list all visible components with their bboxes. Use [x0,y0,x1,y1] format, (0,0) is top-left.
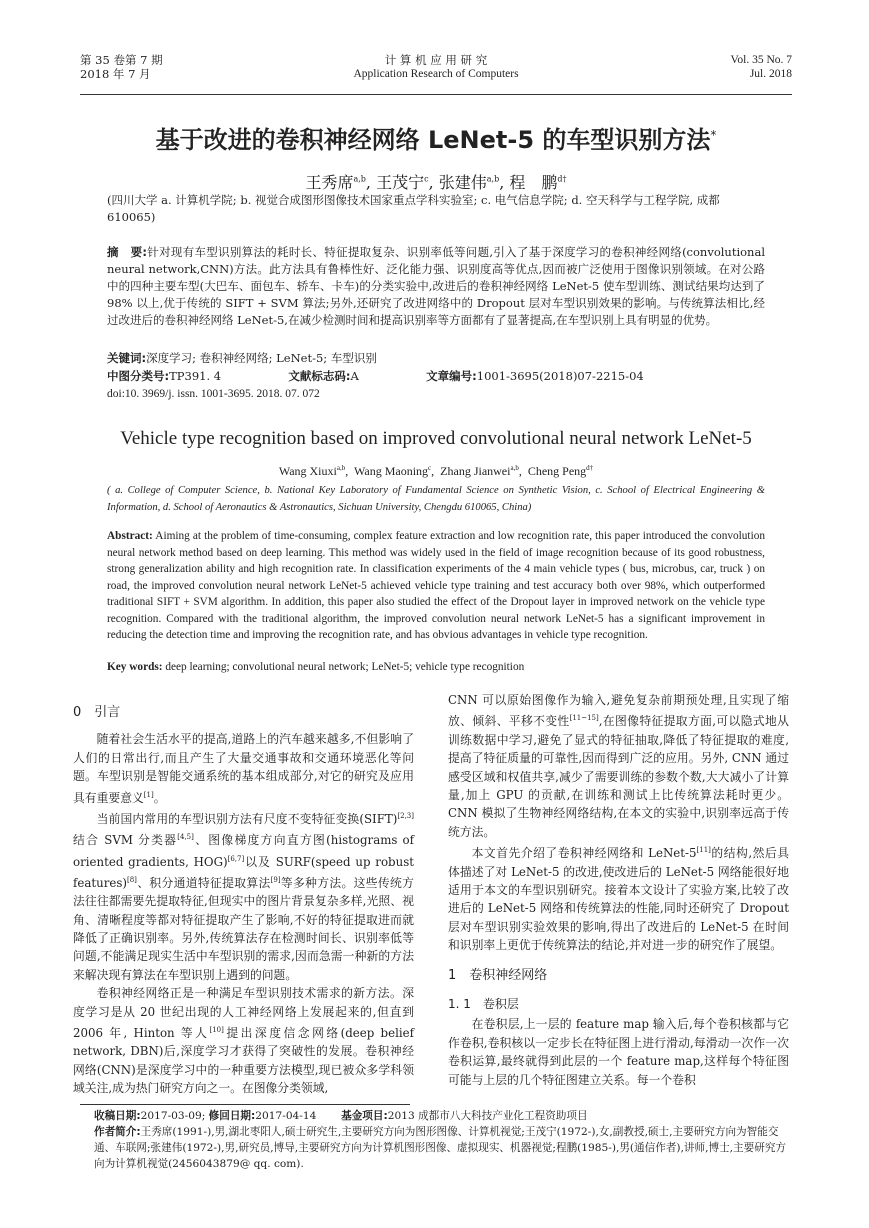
abstract-cn-label: 摘 要: [107,245,147,259]
abstract-cn [107,244,765,329]
author-cn-3: 张建伟$^{a,b}$ [438,173,500,192]
doc-code-value: A [350,369,359,383]
paper-title-cn [80,120,792,155]
received-date: 2017-03-09; [140,1110,206,1122]
revised-date: 2017-04-14 [255,1110,317,1122]
keywords-cn-text: 深度学习; 卷积神经网络; LeNet-5; 车型识别 [146,351,377,365]
affiliation-en: ( a. College of Computer Science, b. National Key Laboratory of Fundamental Science on Synthetic Vision, c. School of Electrical Engineering & Information, d. School of Aeronautics & Astronautics, Sichuan University, Chengdu 610065, China) [107,485,765,513]
citation-9: [9] [270,875,281,884]
citation-1: [1] [143,790,154,799]
citation-6-7: [6,7] [227,854,245,863]
footnote-rule [80,1104,410,1105]
citation-11-15: [11~15] [569,714,599,723]
citation-2-3: [2,3] [397,811,414,820]
paper-title-en: Vehicle type recognition based on improved convolutional neural network LeNet-5 [120,428,752,449]
footnote-bio: 作者简介:王秀席(1991-),男,湖北枣阳人,硕士研究生,主要研究方向为图形图像、计算机视觉;王茂宁(1972-),女,副教授,硕士,主要研究方向为智能交通、车联网;张建伟(1972-),男,研究员,博导,主要研究方向为计算机图形图像、虚拟现实、机器视觉;程鹏(1985-),男(通信作者),讲师,博士,主要研究方向为计算机视觉(2456043879@ qq. com). [94,1126,787,1170]
section-1-1-heading: 1. 1 卷积层 [448,996,519,1011]
author-en-1: Wang Xiuxi$^{a,b}$ [278,464,346,478]
volume-cn: 第 35 卷第 7 期 [80,53,163,67]
author-en-4: Cheng Peng$^{d\dagger}$ [527,464,594,478]
footnote-dates: 收稿日期:2017-03-09; 修回日期:2017-04-14 基金项目:2013 成都市八大科技产业化工程资助项目 [94,1110,588,1122]
intro-paragraph-2: 当前国内常用的车型识别方法有尺度不变特征变换(SIFT)[2,3]结合 SVM 分类器[4,5]、图像梯度方向直方图(histograms of oriented gradients, HOG)[6,7]以及 SURF(speed up robust features)[8]、积分通道特征提取算法[9]等多种方法。这些传统方法往往都需要先提取特征,但现实中的图片背景复杂多样,光照、视角、清晰程度等都对特征提取产生了影响,不好的特征提取进而就降低了正确识别率。另外,传统算法存在检测时间长、识别率低等问题,不能满足现实生活中车型识别的需求,因而急需一种新的方法来解决现有算法在车型识别上遇到的问题。 [73,811,414,982]
title-footnote-mark: * [710,128,717,142]
body-right-column [448,691,789,1089]
article-number-label: 文章编号: [426,369,477,383]
author-cn-2: 王茂宁$^c$ [376,173,429,192]
intro-paragraph-4: CNN 可以原始图像作为输入,避免复杂前期预处理,且实现了缩放、倾斜、平移不变性[11~15],在图像特征提取方面,可以隐式地从训练数据中学习,避免了显式的特征抽取,降低了特征提取的难度,提高了特征质量的可靠性,因而得到广泛的应用。另外, CNN 通过感受区域和权值共享,减少了需要训练的参数个数,大大减小了计算量,加上 GPU 的贡献,在训练和测试上比传统算法耗时更少。CNN 模拟了生物神经网络结构,在本文的实验中,识别率远高于传统方法。 [448,693,789,839]
journal-name-cn: 计 算 机 应 用 研 究 [384,53,488,67]
header-rule [80,94,792,95]
abstract-cn-text: 针对现有车型识别算法的耗时长、特征提取复杂、识别率低等问题,引入了基于深度学习的卷积神经网络(convolutional neural network,CNN)方法。此方法具有鲁棒性好、泛化能力强、识别度高等优点,因而被广泛使用于图像识别领域。在对公路中的四种主要车型(大巴车、面包车、轿车、卡车)的分类实验中,改进后的卷积神经网络 LeNet-5 使车型训练、测试结果均达到了 98% 以上,优于传统的 SIFT + SVM 算法;另外,还研究了改进网络中的 Dropout 层对车型识别效果的影响。与传统算法相比,经过改进后的卷积神经网络 LeNet-5,在减少检测时间和提高识别率等方面都有了显著提高,在车型识别上具有明显的优势。 [107,245,765,327]
volume-en: Vol. 35 No. 7 [730,54,792,66]
affiliation-cn: (四川大学 a. 计算机学院; b. 视觉合成图形图像技术国家重点学科实验室; c. 电气信息学院; d. 空天科学与工程学院, 成都 610065) [107,193,720,224]
author-bio: 王秀席(1991-),男,湖北枣阳人,硕士研究生,主要研究方向为图形图像、计算机视觉;王茂宁(1972-),女,副教授,硕士,主要研究方向为智能交通、车联网;张建伟(1972-),男,研究员,博导,主要研究方向为计算机图形图像、虚拟现实、机器视觉;程鹏(1985-),男(通信作者),讲师,博士,主要研究方向为计算机视觉(2456043879@ qq. com). [94,1126,787,1170]
clc-label: 中图分类号: [107,369,170,383]
header-right [731,53,792,81]
clc-value: TP391. 4 [169,369,222,383]
keywords-en [107,659,765,676]
keywords-cn [107,350,765,367]
body-left-column [73,704,414,1098]
date-cn: 2018 年 7 月 [80,67,151,81]
doc-code-label: 文献标志码: [288,369,351,383]
author-en-3: Zhang Jianwei$^{a,b}$ [440,464,519,478]
author-en-2: Wang Maoning$^c$ [354,464,432,478]
abstract-en-label: Abstract: [107,530,153,542]
title-cn-text: 基于改进的卷积神经网络 LeNet-5 的车型识别方法 [155,126,711,154]
doi: doi:10. 3969/j. issn. 1001-3695. 2018. 07. 072 [107,388,320,400]
author-cn-1: 王秀席$^{a,b}$ [305,173,366,192]
keywords-en-label: Key words: [107,661,163,673]
article-number-value: 1001-3695(2018)07-2215-04 [476,369,644,383]
intro-paragraph-1: 随着社会生活水平的提高,道路上的汽车越来越多,不但影响了人们的日常出行,而且产生了大量交通事故和交通环境恶化等问题。车型识别是智能交通系统的基本组成部分,对它的研究及应用具有重要意义[1]。 [73,732,414,805]
journal-name-en: Application Research of Computers [353,68,519,80]
fund-project: 2013 成都市八大科技产业化工程资助项目 [387,1110,588,1122]
authors-cn: 王秀席$^{a,b}$, 王茂宁$^c$, 张建伟$^{a,b}$, 程 鹏$^{d\dagger}$ [305,173,567,192]
citation-11: [11] [696,846,711,855]
abstract-en-text: Aiming at the problem of time-consuming, complex feature extraction and low recognition rate, this paper introduced the convolution neural network method based on deep learning. This method was widely used in the field of image recognition because of its good robustness, strong generalization ability and high recognition rate. In classification experiments of the 4 main vehicle types ( bus, microbus, car, truck ) on road, the improved convolution neural network LeNet-5 achieved vehicle type training and test accuracy both over 98%, which outperformed traditional SIFT + SVM algorithm. In addition, this paper also studied the effect of the Dropout layer in improved network on the vehicle type recognition. Compared with the traditional algorithm, the improved convolution neural network LeNet-5 has a significant improvement in reducing the detection time and improving the recognition rate, and has obvious advantages in vehicle type recognition. [107,530,766,641]
intro-paragraph-3: 卷积神经网络正是一种满足车型识别技术需求的新方法。深度学习是从 20 世纪出现的人工神经网络上发展起来的,但直到 2006 年, Hinton 等人[10]提出深度信念网络(deep belief network, DBN)后,深度学习才获得了突破性的发展。卷积神经网络(CNN)是深度学习中的一种重要方法模型,现已被众多学科领域关注,成为热门研究方向之一。在图像分类领域, [73,986,414,1096]
section-0-heading: 0 引言 [73,705,121,720]
author-cn-4: 程 鹏$^{d\dagger}$ [509,173,567,192]
classification-line [107,368,765,385]
keywords-cn-label: 关键词: [107,351,147,365]
authors-en: Wang Xiuxi$^{a,b}$, Wang Maoning$^c$, Zhang Jianwei$^{a,b}$, Cheng Peng$^{d\dagger}$ [278,464,594,478]
abstract-en [107,528,765,644]
citation-10: [10] [209,1026,224,1035]
citation-4-5: [4,5] [177,833,194,842]
conv-layer-paragraph: 在卷积层,上一层的 feature map 输入后,每个卷积核都与它作卷积,卷积核以一定步长在特征图上进行滑动,每滑动一次作一次卷积运算,最终就得到此层的一个 feature map,这样每个特征图可能与上层的几个特征图建立关系。每一个卷积 [448,1017,789,1087]
header-left [80,53,163,81]
date-en: Jul. 2018 [749,68,792,80]
footnote [80,1108,792,1172]
citation-8: [8] [127,875,137,884]
keywords-en-text: deep learning; convolutional neural network; LeNet-5; vehicle type recognition [165,661,525,673]
intro-paragraph-5: 本文首先介绍了卷积神经网络和 LeNet-5[11]的结构,然后具体描述了对 LeNet-5 的改进,使改进后的 LeNet-5 网络能很好地适用于本文的车型识别研究。接着本文设计了实验方案,比较了改进后的 LeNet-5 网络和传统算法的性能,同时还研究了 Dropout 层对车型识别实验效果的影响,得出了改进后的 LeNet-5 在时间和识别率上更优于传统算法的结论,并对进一步的研究作了展望。 [448,846,789,953]
header-center [280,53,592,81]
section-1-heading: 1 卷积神经网络 [448,967,548,983]
